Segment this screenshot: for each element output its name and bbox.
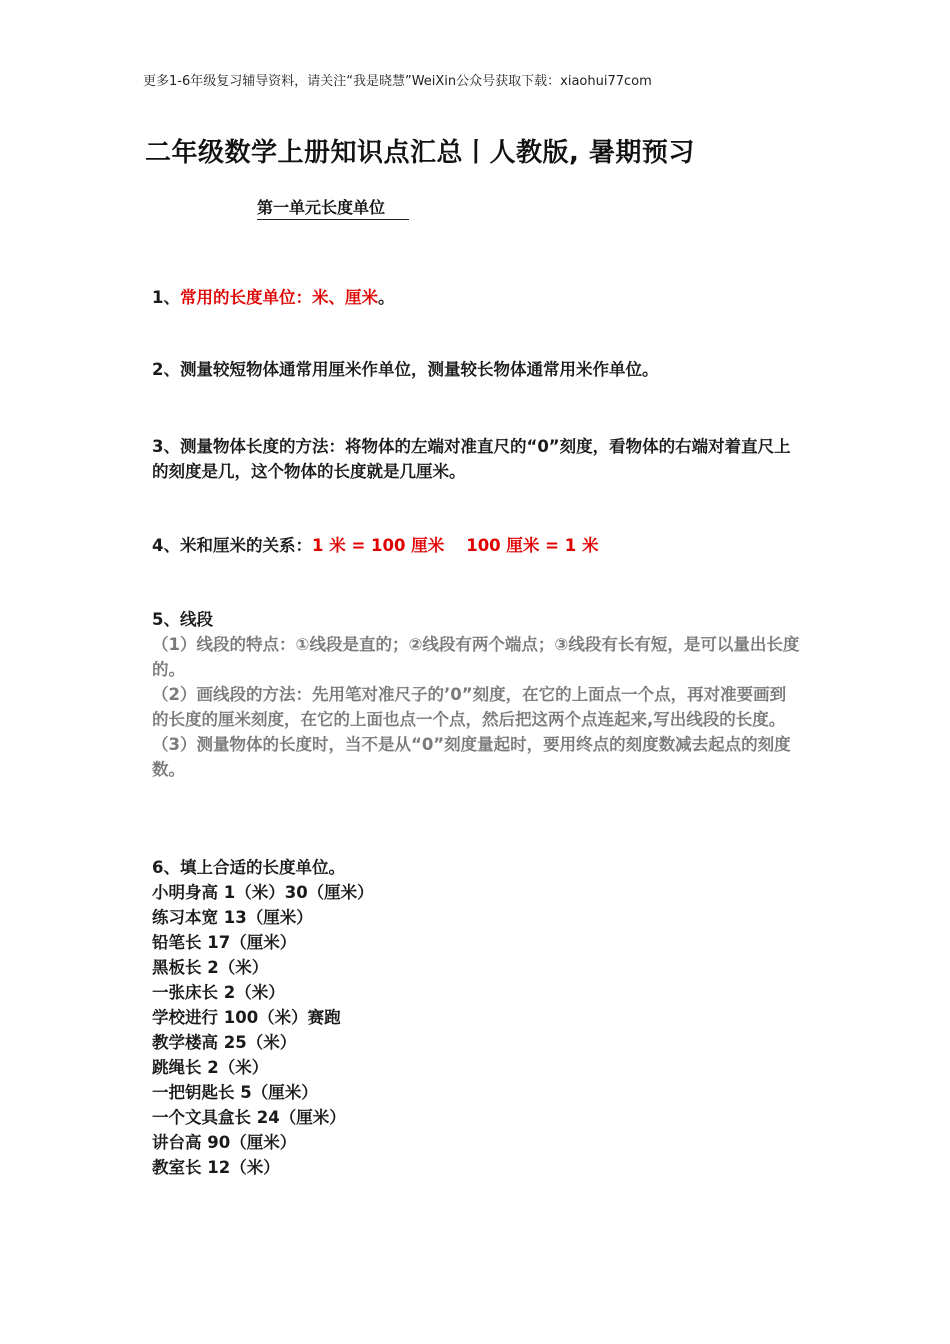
point-5-heading: 5、线段 <box>152 610 213 629</box>
point-4 <box>152 533 802 558</box>
point-5-sub-3: （3）测量物体的长度时，当不是从“0”刻度量起时，要用终点的刻度数减去起点的刻度数。 <box>152 735 791 779</box>
unit-heading: 第一单元长度单位 <box>257 195 409 220</box>
point-5 <box>152 607 802 782</box>
list-item: 练习本宽 13（厘米） <box>152 908 313 927</box>
point-2: 2、测量较短物体通常用厘米作单位，测量较长物体通常用米作单位。 <box>152 360 659 379</box>
point-1-prefix: 1、 <box>152 288 180 307</box>
list-item: 讲台高 90（厘米） <box>152 1133 297 1152</box>
list-item: 一张床长 2（米） <box>152 983 285 1002</box>
list-item: 黑板长 2（米） <box>152 958 269 977</box>
list-item: 跳绳长 2（米） <box>152 1058 269 1077</box>
list-item: 学校进行 100（米）赛跑 <box>152 1008 341 1027</box>
point-4-prefix: 4、米和厘米的关系： <box>152 536 312 555</box>
list-item: 小明身高 1（米）30（厘米） <box>152 883 374 902</box>
point-1 <box>152 285 802 310</box>
list-item: 一把钥匙长 5（厘米） <box>152 1083 318 1102</box>
point-6-heading: 6、填上合适的长度单位。 <box>152 858 345 877</box>
page-title: 二年级数学上册知识点汇总丨人教版, 暑期预习 <box>145 138 695 168</box>
point-3: 3、测量物体长度的方法：将物体的左端对准直尺的“0”刻度，看物体的右端对着直尺上的刻度是几，这个物体的长度就是几厘米。 <box>152 437 791 481</box>
list-item: 教室长 12（米） <box>152 1158 280 1177</box>
point-5-sub-1: （1）线段的特点：①线段是直的；②线段有两个端点；③线段有长有短，是可以量出长度的。 <box>152 635 800 679</box>
list-item: 铅笔长 17（厘米） <box>152 933 297 952</box>
point-4-relation-1: 1 米 = 100 厘米 <box>311 536 445 555</box>
point-1-highlight: 常用的长度单位：米、厘米 <box>179 288 378 307</box>
list-item: 教学楼高 25（米） <box>152 1033 297 1052</box>
point-5-sub-2: （2）画线段的方法：先用笔对准尺子的’0”刻度，在它的上面点一个点，再对准要画到的长度的厘米刻度，在它的上面也点一个点，然后把这两个点连起来,写出线段的长度。 <box>152 685 787 729</box>
point-4-relation-2: 100 厘米 = 1 米 <box>466 536 599 555</box>
point-1-suffix: 。 <box>377 288 395 307</box>
list-item: 一个文具盒长 24（厘米） <box>152 1108 346 1127</box>
point-6 <box>152 855 802 1180</box>
header-note: 更多1-6年级复习辅导资料，请关注“我是晓慧”WeiXin公众号获取下载：xiaohui77com <box>143 74 652 89</box>
